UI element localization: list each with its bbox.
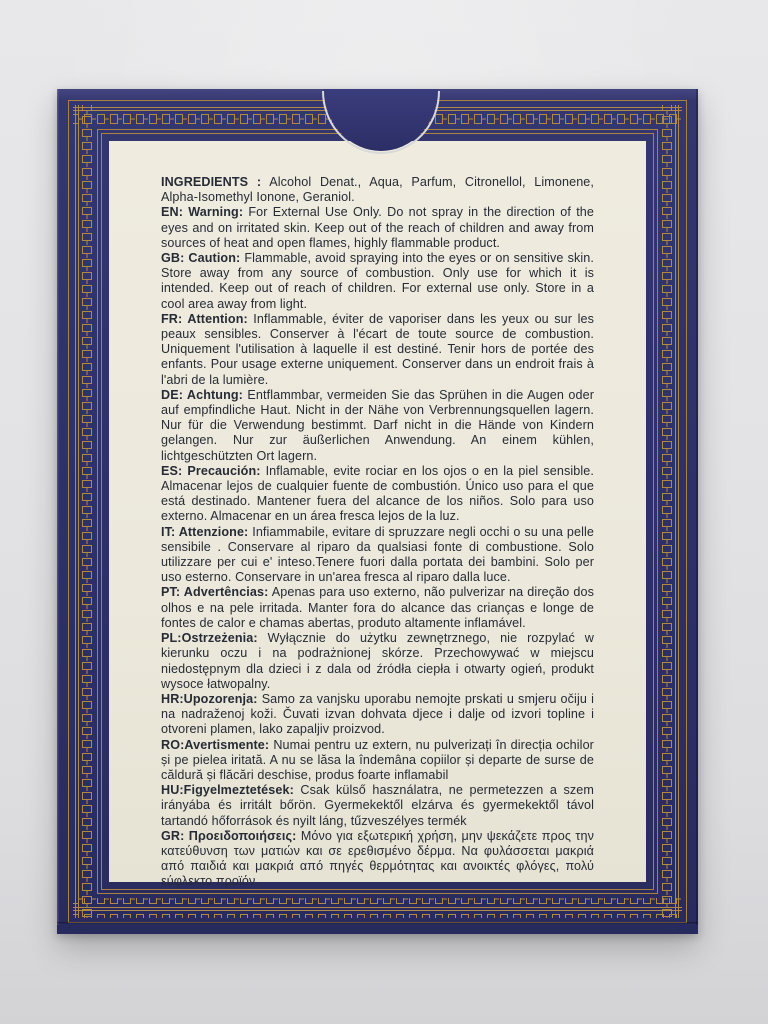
language-label-hr: HR:Upozorenja: — [161, 691, 258, 706]
language-label-gb: GB: Caution: — [161, 251, 241, 266]
warning-text-en: For External Use Only. Do not spray in the direction of the eyes and on irritated skin. Keep out of the reach of children and away from sources of heat and open flames, highly flammable product. — [161, 205, 594, 250]
language-label-ro: RO:Avertismente: — [161, 737, 270, 752]
warning-paragraph-pl — [161, 631, 594, 692]
language-label-de: DE: Achtung: — [161, 387, 243, 402]
language-label-hu: HU:Figyelmeztetések: — [161, 783, 294, 798]
ingredients-paragraph — [161, 175, 594, 205]
label-text-panel — [161, 175, 594, 890]
warning-paragraph-es — [161, 464, 594, 525]
warning-paragraph-hu — [161, 783, 594, 829]
warning-paragraph-gb — [161, 251, 594, 312]
warning-paragraph-gr — [161, 829, 594, 890]
warning-text-pt: Apenas para uso externo, não pulverizar na direção dos olhos e na pele irritada. Manter fora do alcance das crianças e longe de fontes de calor e chamas abertas, produto altamente inflamável. — [161, 585, 595, 630]
ingredients-text: Alcohol Denat., Aqua, Parfum, Citronellol, Limonene, Alpha-Isomethyl Ionone, Geraniol. — [161, 175, 595, 205]
warning-text-fr: Inflammable, éviter de vaporiser dans les yeux ou sur les peaux sensibles. Conserver à l'écart de toute source de combustion. Uniquement l'utilisation à laquelle il est destiné. Tenir hors de portée des enfants. Pour usage externe uniquement. Conserver dans un endroit frais à l'abri de la lumière. — [161, 311, 594, 387]
language-label-it: IT: Attenzione: — [161, 524, 249, 539]
warning-text-hr: Samo za vanjsku uporabu nemojte prskati u smjeru očiju i na nadraženoj koži. Čuvati izvan dohvata djece i dalje od izvori topline i otvoreni plamen, lako zapaljiv proizvod. — [161, 691, 594, 737]
warning-paragraph-en — [161, 205, 594, 251]
language-label-es: ES: Precaución: — [161, 463, 261, 478]
language-label-pt: PT: Advertências: — [161, 585, 269, 600]
product-box-back — [57, 89, 698, 934]
language-label-pl: PL:Ostrzeżenia: — [161, 631, 258, 646]
warning-text-it: Infiammabile, evitare di spruzzare negli occhi o su una pelle sensibile . Conservare al riparo da qualsiasi fonte di combustione. Solo utilizzare per cui e' inteso.Tenere fuori dalla portata dei bambini. Solo per uso esterno. Conservare in un'area fresca al riparo dalla luce. — [161, 524, 594, 585]
warning-paragraph-it — [161, 525, 594, 586]
warning-paragraph-fr — [161, 312, 594, 388]
warning-paragraph-pt — [161, 585, 594, 631]
language-label-fr: FR: Attention: — [161, 311, 248, 326]
warning-text-gr: Μόνο για εξωτερική χρήση, μην ψεκάζετε προς την κατεύθυνση των ματιών και σε ερεθισμένο δέρμα. Να φυλάσσεται μακριά από παιδιά και μακριά από πηγές θερμότητας και ανοικτές φλόγες, πολύ εύφλεκτο προϊόν. — [161, 828, 594, 889]
warning-paragraph-de — [161, 388, 594, 464]
warning-text-gb: Flammable, avoid spraying into the eyes or on sensitive skin. Store away from any source of combustion. Only use for which it is intended. Keep out of reach of children. For external use only. Store in a cool area away from light. — [161, 251, 594, 311]
warning-text-pl: Wyłącznie do użytku zewnętrznego, nie rozpylać w kierunku oczu i na podrażnionej skórze. Przechowywać w miejscu niedostępnym dla dzieci i z dala od źródła ciepła i otwarty ogień, produkt wysoce łatwopalny. — [161, 631, 594, 691]
warning-text-ro: Numai pentru uz extern, nu pulverizați în direcția ochilor și pe pielea iritată. A nu se lăsa la îndemâna copiilor și departe de surse de căldură și flăcări deschise, produs foarte inflamabil — [161, 737, 594, 782]
ingredients-label: INGREDIENTS : — [161, 175, 262, 189]
language-label-en: EN: Warning: — [161, 205, 244, 220]
warning-text-de: Entflammbar, vermeiden Sie das Sprühen in die Augen oder auf empfindliche Haut. Nicht in der Nähe von Verbrennungsquellen lagern. Nur für die Verwendung bestimmt. Darf nicht in die Hände von Kindern gelangen. Nur zur äußerlichen Anwendung. An einem kühlen, lichtgeschützten Ort lagern. — [161, 387, 594, 463]
warning-paragraph-ro — [161, 738, 594, 784]
language-label-gr: GR: Προειδοποιήσεις: — [161, 828, 297, 843]
warning-paragraph-hr — [161, 692, 594, 738]
warning-text-hu: Csak külső használatra, ne permetezzen a szem irányába és irritált bőrön. Gyermekektől elzárva és gyermekektől távol tartandó hőforrások és nyilt láng, tűzveszélyes termék — [161, 783, 594, 828]
warning-text-es: Inflamable, evite rociar en los ojos o en la piel sensible. Almacenar lejos de cualquier fuente de combustión. Único uso para el que está destinado. Mantener fuera del alcance de los niños. Solo para uso externo. Almacenar en un área fresca lejos de la luz. — [161, 463, 594, 524]
